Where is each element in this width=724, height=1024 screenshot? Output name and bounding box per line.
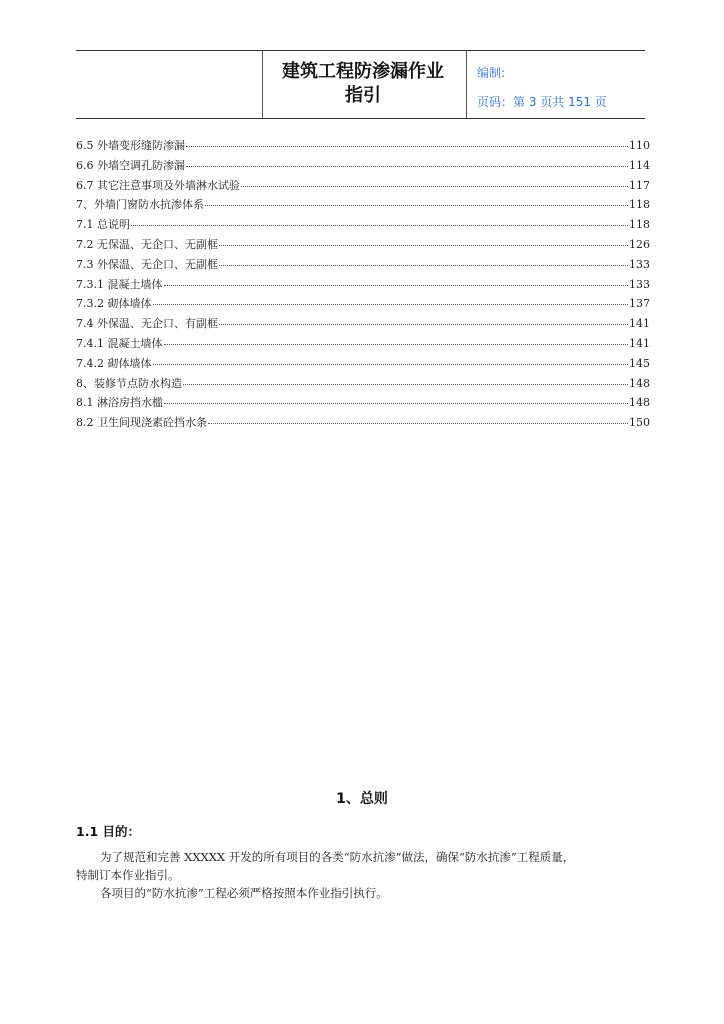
toc-entry-label: 7.3.1 混凝土墙体 [76, 277, 163, 291]
toc-entry-page: 141 [629, 336, 650, 350]
toc-leader-dots [219, 237, 628, 246]
toc-entry-label: 7.2 无保温、无企口、无副框 [76, 237, 218, 251]
toc-leader-dots [153, 296, 629, 305]
toc-entry[interactable] [76, 256, 650, 276]
toc-entry-page: 137 [629, 297, 650, 311]
toc-leader-dots [186, 158, 628, 167]
toc-entry-label: 7.4 外保温、无企口、有副框 [76, 317, 218, 331]
section-title: 1、总则 [336, 791, 388, 807]
table-of-contents [76, 137, 650, 434]
compiled-label: 编制: [477, 66, 506, 80]
subsection-title: 1.1 目的： [76, 824, 140, 839]
toc-leader-dots [205, 197, 628, 206]
toc-entry-page: 133 [629, 277, 650, 291]
toc-leader-dots [186, 138, 628, 147]
page-info: 页码：第 3 页共 151 页 [477, 95, 607, 109]
header-divider-right [466, 50, 467, 118]
toc-leader-dots [219, 316, 628, 325]
toc-entry-page: 150 [629, 416, 650, 430]
toc-entry-page: 126 [629, 237, 650, 251]
toc-entry-page: 118 [629, 198, 650, 212]
paragraph-execution: 各项目的“防水抗渗”工程必须严格按照本作业指引执行。 [100, 886, 388, 900]
toc-entry-page: 110 [629, 139, 650, 152]
paragraph-purpose-line1: 为了规范和完善 XXXXX 开发的所有项目的各类“防水抗渗”做法，确保“防水抗渗”工程质量， [100, 850, 575, 864]
toc-leader-dots [131, 217, 628, 226]
toc-entry-page: 117 [629, 178, 650, 192]
toc-entry[interactable] [76, 394, 650, 414]
toc-entry-label: 7.4.1 混凝土墙体 [76, 336, 163, 350]
toc-entry-page: 118 [629, 218, 650, 232]
toc-leader-dots [164, 395, 628, 404]
header-top-rule [76, 50, 645, 51]
toc-entry[interactable] [76, 177, 650, 197]
toc-entry-page: 133 [629, 257, 650, 271]
document-title [262, 60, 464, 108]
toc-entry-label: 6.5 外墙变形缝防渗漏 [76, 139, 185, 152]
toc-entry[interactable] [76, 236, 650, 256]
toc-leader-dots [219, 257, 628, 266]
toc-leader-dots [164, 277, 629, 286]
toc-entry-label: 7.4.2 砌体墙体 [76, 356, 152, 370]
toc-entry-label: 7.3.2 砌体墙体 [76, 297, 152, 311]
toc-entry-page: 145 [629, 356, 650, 370]
toc-entry-page: 141 [629, 317, 650, 331]
toc-entry-page: 114 [629, 158, 650, 172]
toc-entry-label: 7.3 外保温、无企口、无副框 [76, 257, 218, 271]
header-bottom-rule [76, 118, 645, 119]
document-title-line2: 指引 [345, 85, 381, 106]
toc-entry[interactable] [76, 276, 650, 296]
toc-entry[interactable] [76, 335, 650, 355]
toc-entry-label: 8.1 淋浴房挡水槛 [76, 396, 163, 410]
toc-entry-label: 7、外墙门窗防水抗渗体系 [76, 198, 204, 212]
toc-entry-page: 148 [629, 376, 650, 390]
toc-leader-dots [183, 376, 628, 385]
toc-entry-label: 8、装修节点防水构造 [76, 376, 182, 390]
toc-entry-label: 8.2 卫生间现浇素砼挡水条 [76, 416, 207, 430]
paragraph-purpose-cont: 特制订本作业指引。 [76, 868, 180, 882]
toc-entry[interactable] [76, 315, 650, 335]
toc-leader-dots [153, 356, 629, 365]
document-title-line1: 建筑工程防渗漏作业 [282, 61, 444, 82]
toc-entry[interactable] [76, 295, 650, 315]
toc-leader-dots [208, 415, 628, 424]
paragraph-purpose [76, 847, 642, 867]
toc-entry[interactable] [76, 355, 650, 375]
toc-entry[interactable] [76, 137, 650, 157]
toc-entry-page: 148 [629, 396, 650, 410]
toc-leader-dots [164, 336, 629, 345]
toc-entry[interactable] [76, 216, 650, 236]
toc-leader-dots [241, 178, 628, 187]
toc-entry[interactable] [76, 196, 650, 216]
toc-entry[interactable] [76, 414, 650, 434]
toc-entry[interactable] [76, 157, 650, 177]
toc-entry[interactable] [76, 375, 650, 395]
toc-entry-label: 6.6 外墙空调孔防渗漏 [76, 158, 185, 172]
toc-entry-label: 7.1 总说明 [76, 218, 130, 232]
toc-entry-label: 6.7 其它注意事项及外墙淋水试验 [76, 178, 240, 192]
